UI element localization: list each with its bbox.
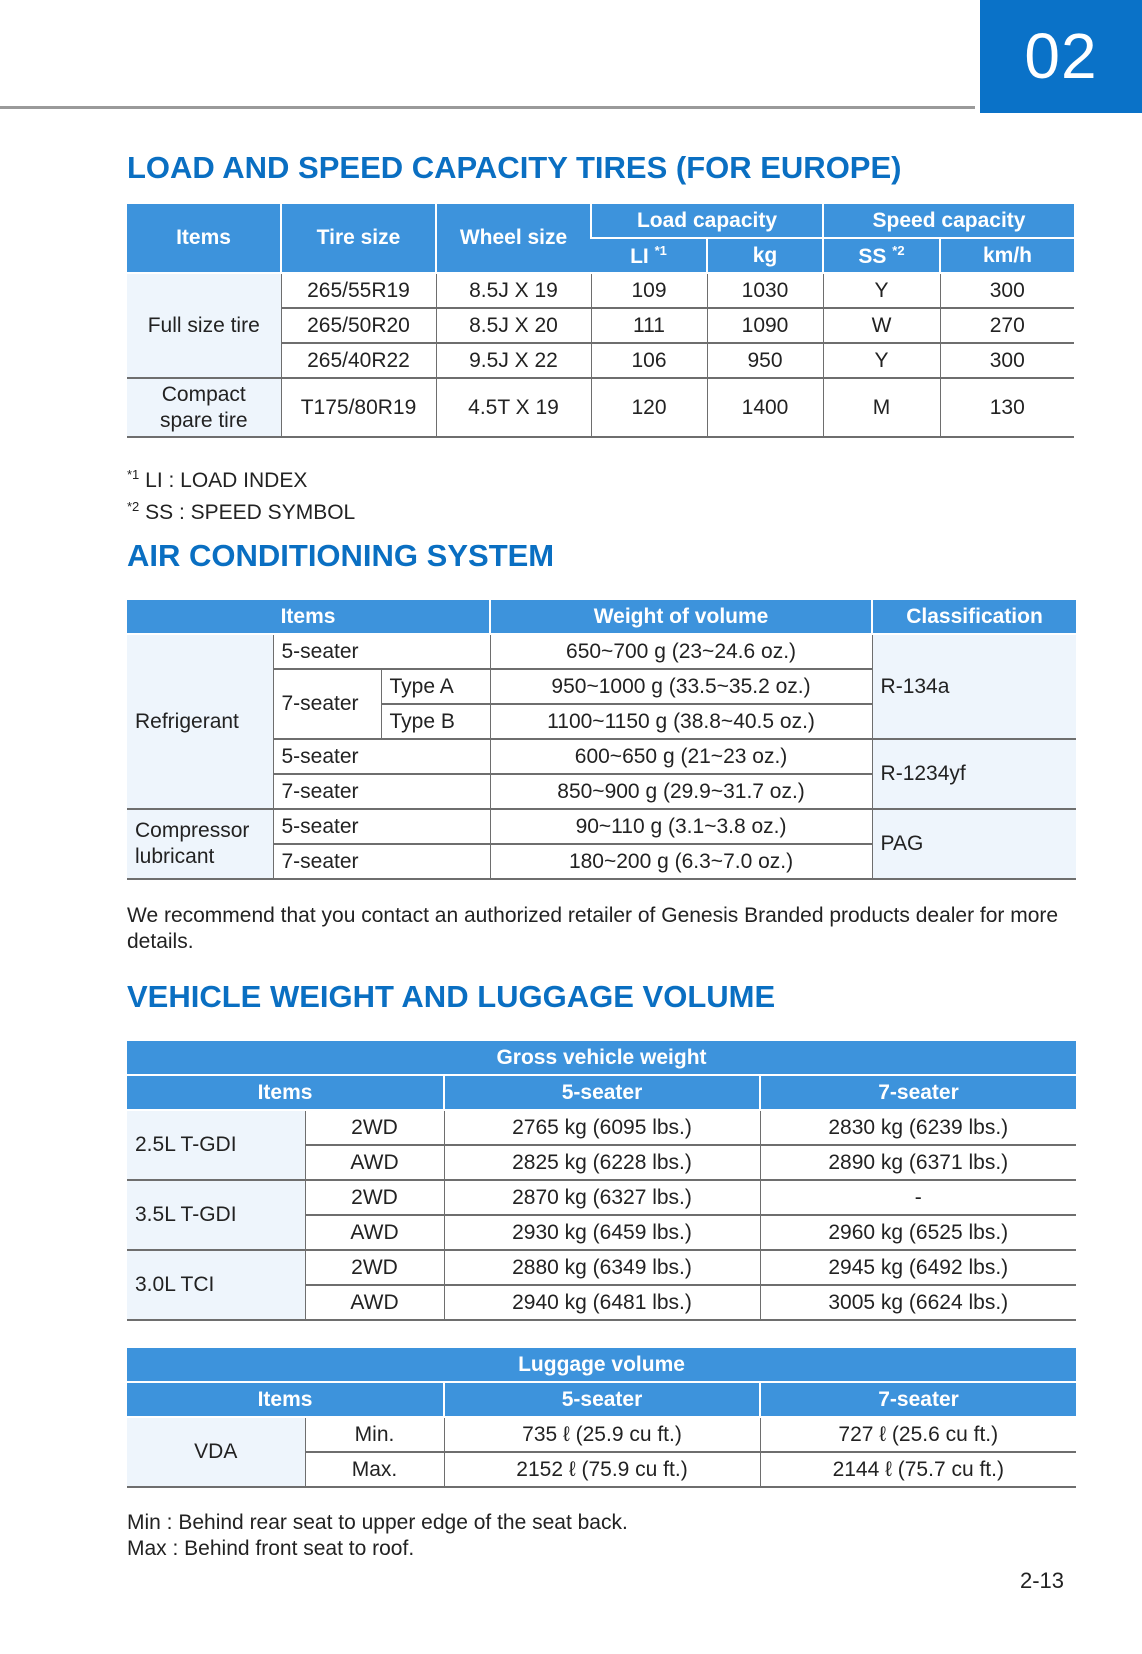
header-rule (0, 106, 975, 109)
tire-size-cell: 265/55R19 (281, 273, 436, 308)
col-luggage-volume: Luggage volume (127, 1348, 1076, 1382)
table-row (127, 634, 1076, 669)
tire-size-cell: T175/80R19 (281, 378, 436, 437)
table-row (127, 1417, 1076, 1452)
kmh-cell: 130 (940, 378, 1074, 437)
col-weight: Weight of volume (490, 600, 872, 634)
col-items: Items (127, 600, 490, 634)
seater-cell: 5-seater (273, 634, 490, 669)
footnote (127, 462, 355, 494)
li-cell: 120 (591, 378, 707, 437)
seven-seater-cell: 2960 kg (6525 lbs.) (760, 1215, 1076, 1250)
table-row (127, 1180, 1076, 1215)
refrigerant-label: Refrigerant (127, 634, 273, 809)
kg-cell: 1400 (707, 378, 823, 437)
col-classification: Classification (872, 600, 1076, 634)
seater-cell: 5-seater (273, 809, 490, 844)
drive-cell: AWD (305, 1215, 444, 1250)
li-cell: 111 (591, 308, 707, 343)
table-row (127, 273, 1074, 308)
tire-size-cell: 265/40R22 (281, 343, 436, 378)
weight-cell: 950~1000 g (33.5~35.2 oz.) (490, 669, 872, 704)
col-items: Items (127, 1382, 444, 1417)
ss-cell: M (823, 378, 940, 437)
weight-cell: 1100~1150 g (38.8~40.5 oz.) (490, 704, 872, 739)
vehicle-weight-table (127, 1041, 1076, 1321)
seven-seater-cell: 2945 kg (6492 lbs.) (760, 1250, 1076, 1285)
ss-footnote-mark: *2 (892, 242, 905, 258)
col-kmh: km/h (940, 238, 1074, 273)
five-seater-cell: 2940 kg (6481 lbs.) (444, 1285, 760, 1320)
seater-cell: 5-seater (273, 739, 490, 774)
five-seater-cell: 2152 ℓ (75.9 cu ft.) (444, 1452, 760, 1487)
col-tire-size: Tire size (281, 204, 436, 273)
classification-cell: PAG (872, 809, 1076, 879)
kmh-cell: 270 (940, 308, 1074, 343)
weight-section-title: VEHICLE WEIGHT AND LUGGAGE VOLUME (127, 979, 776, 1014)
kg-cell: 1030 (707, 273, 823, 308)
five-seater-cell: 2870 kg (6327 lbs.) (444, 1180, 760, 1215)
col-items: Items (127, 204, 281, 273)
tire-footnotes (127, 462, 355, 526)
engine-label: 3.0L TCI (127, 1250, 305, 1320)
five-seater-cell: 735 ℓ (25.9 cu ft.) (444, 1417, 760, 1452)
five-seater-cell: 2825 kg (6228 lbs.) (444, 1145, 760, 1180)
group-label: Full size tire (127, 273, 281, 378)
li-label: LI (630, 244, 649, 268)
minmax-cell: Max. (305, 1452, 444, 1487)
table-row (127, 1110, 1076, 1145)
aircon-table (127, 600, 1076, 880)
weight-cell: 650~700 g (23~24.6 oz.) (490, 634, 872, 669)
kmh-cell: 300 (940, 343, 1074, 378)
drive-cell: AWD (305, 1285, 444, 1320)
wheel-size-cell: 4.5T X 19 (436, 378, 591, 437)
table-row (127, 378, 1074, 437)
col-gross-weight: Gross vehicle weight (127, 1041, 1076, 1075)
standard-label: VDA (127, 1417, 305, 1487)
footnote-text: LI : LOAD INDEX (145, 469, 308, 492)
note-line: Min : Behind rear seat to upper edge of the seat back. (127, 1511, 628, 1534)
luggage-table (127, 1348, 1076, 1488)
table-row (127, 809, 1076, 844)
seater-cell: 7-seater (273, 669, 381, 739)
engine-label: 2.5L T-GDI (127, 1110, 305, 1180)
page-number: 2-13 (1020, 1568, 1065, 1593)
li-cell: 109 (591, 273, 707, 308)
drive-cell: 2WD (305, 1250, 444, 1285)
seven-seater-cell: 2144 ℓ (75.7 cu ft.) (760, 1452, 1076, 1487)
engine-label: 3.5L T-GDI (127, 1180, 305, 1250)
aircon-section-title: AIR CONDITIONING SYSTEM (127, 538, 555, 573)
col-seven-seater: 7-seater (760, 1382, 1076, 1417)
footnote-mark: *1 (127, 467, 140, 482)
classification-cell: R-134a (872, 634, 1076, 739)
drive-cell: AWD (305, 1145, 444, 1180)
seven-seater-cell: 727 ℓ (25.6 cu ft.) (760, 1417, 1076, 1452)
col-load-capacity: Load capacity (591, 204, 823, 238)
table-row (127, 1250, 1076, 1285)
col-kg: kg (707, 238, 823, 273)
group-label (127, 378, 281, 437)
five-seater-cell: 2930 kg (6459 lbs.) (444, 1215, 760, 1250)
kmh-cell: 300 (940, 273, 1074, 308)
tire-size-cell: 265/50R20 (281, 308, 436, 343)
drive-cell: 2WD (305, 1110, 444, 1145)
ss-label: SS (858, 244, 887, 268)
wheel-size-cell: 8.5J X 20 (436, 308, 591, 343)
kg-cell: 1090 (707, 308, 823, 343)
group-label-line: Compact (161, 382, 246, 406)
type-cell: Type A (381, 669, 490, 704)
seven-seater-cell: 3005 kg (6624 lbs.) (760, 1285, 1076, 1320)
col-five-seater: 5-seater (444, 1382, 760, 1417)
five-seater-cell: 2765 kg (6095 lbs.) (444, 1110, 760, 1145)
footnote-text: SS : SPEED SYMBOL (145, 501, 356, 524)
footnote (127, 494, 355, 526)
kg-cell: 950 (707, 343, 823, 378)
weight-cell: 850~900 g (29.9~31.7 oz.) (490, 774, 872, 809)
aircon-recommendation: We recommend that you contact an authorized retailer of Genesis Branded products dealer for more details. (127, 904, 1059, 953)
col-ss (823, 238, 940, 273)
col-wheel-size: Wheel size (436, 204, 591, 273)
chapter-tab: 02 (980, 0, 1142, 113)
luggage-notes (127, 1510, 628, 1562)
li-cell: 106 (591, 343, 707, 378)
wheel-size-cell: 8.5J X 19 (436, 273, 591, 308)
col-items: Items (127, 1075, 444, 1110)
seater-cell: 7-seater (273, 844, 490, 879)
seven-seater-cell: 2830 kg (6239 lbs.) (760, 1110, 1076, 1145)
compressor-label-line: Compressor (135, 819, 250, 842)
col-five-seater: 5-seater (444, 1075, 760, 1110)
weight-cell: 90~110 g (3.1~3.8 oz.) (490, 809, 872, 844)
seven-seater-cell: - (760, 1180, 1076, 1215)
weight-cell: 600~650 g (21~23 oz.) (490, 739, 872, 774)
type-cell: Type B (381, 704, 490, 739)
col-seven-seater: 7-seater (760, 1075, 1076, 1110)
drive-cell: 2WD (305, 1180, 444, 1215)
compressor-label (127, 809, 273, 879)
group-label-line: spare tire (159, 408, 248, 432)
ss-cell: Y (823, 343, 940, 378)
five-seater-cell: 2880 kg (6349 lbs.) (444, 1250, 760, 1285)
wheel-size-cell: 9.5J X 22 (436, 343, 591, 378)
seven-seater-cell: 2890 kg (6371 lbs.) (760, 1145, 1076, 1180)
classification-cell: R-1234yf (872, 739, 1076, 809)
compressor-label-line: lubricant (135, 845, 215, 868)
tires-section-title: LOAD AND SPEED CAPACITY TIRES (FOR EUROPE) (127, 150, 902, 185)
col-speed-capacity: Speed capacity (823, 204, 1074, 238)
ss-cell: Y (823, 273, 940, 308)
seater-cell: 7-seater (273, 774, 490, 809)
note-line: Max : Behind front seat to roof. (127, 1537, 415, 1560)
footnote-mark: *2 (127, 499, 140, 514)
tires-table (127, 204, 1074, 438)
li-footnote-mark: *1 (654, 242, 667, 258)
weight-cell: 180~200 g (6.3~7.0 oz.) (490, 844, 872, 879)
ss-cell: W (823, 308, 940, 343)
col-li (591, 238, 707, 273)
minmax-cell: Min. (305, 1417, 444, 1452)
